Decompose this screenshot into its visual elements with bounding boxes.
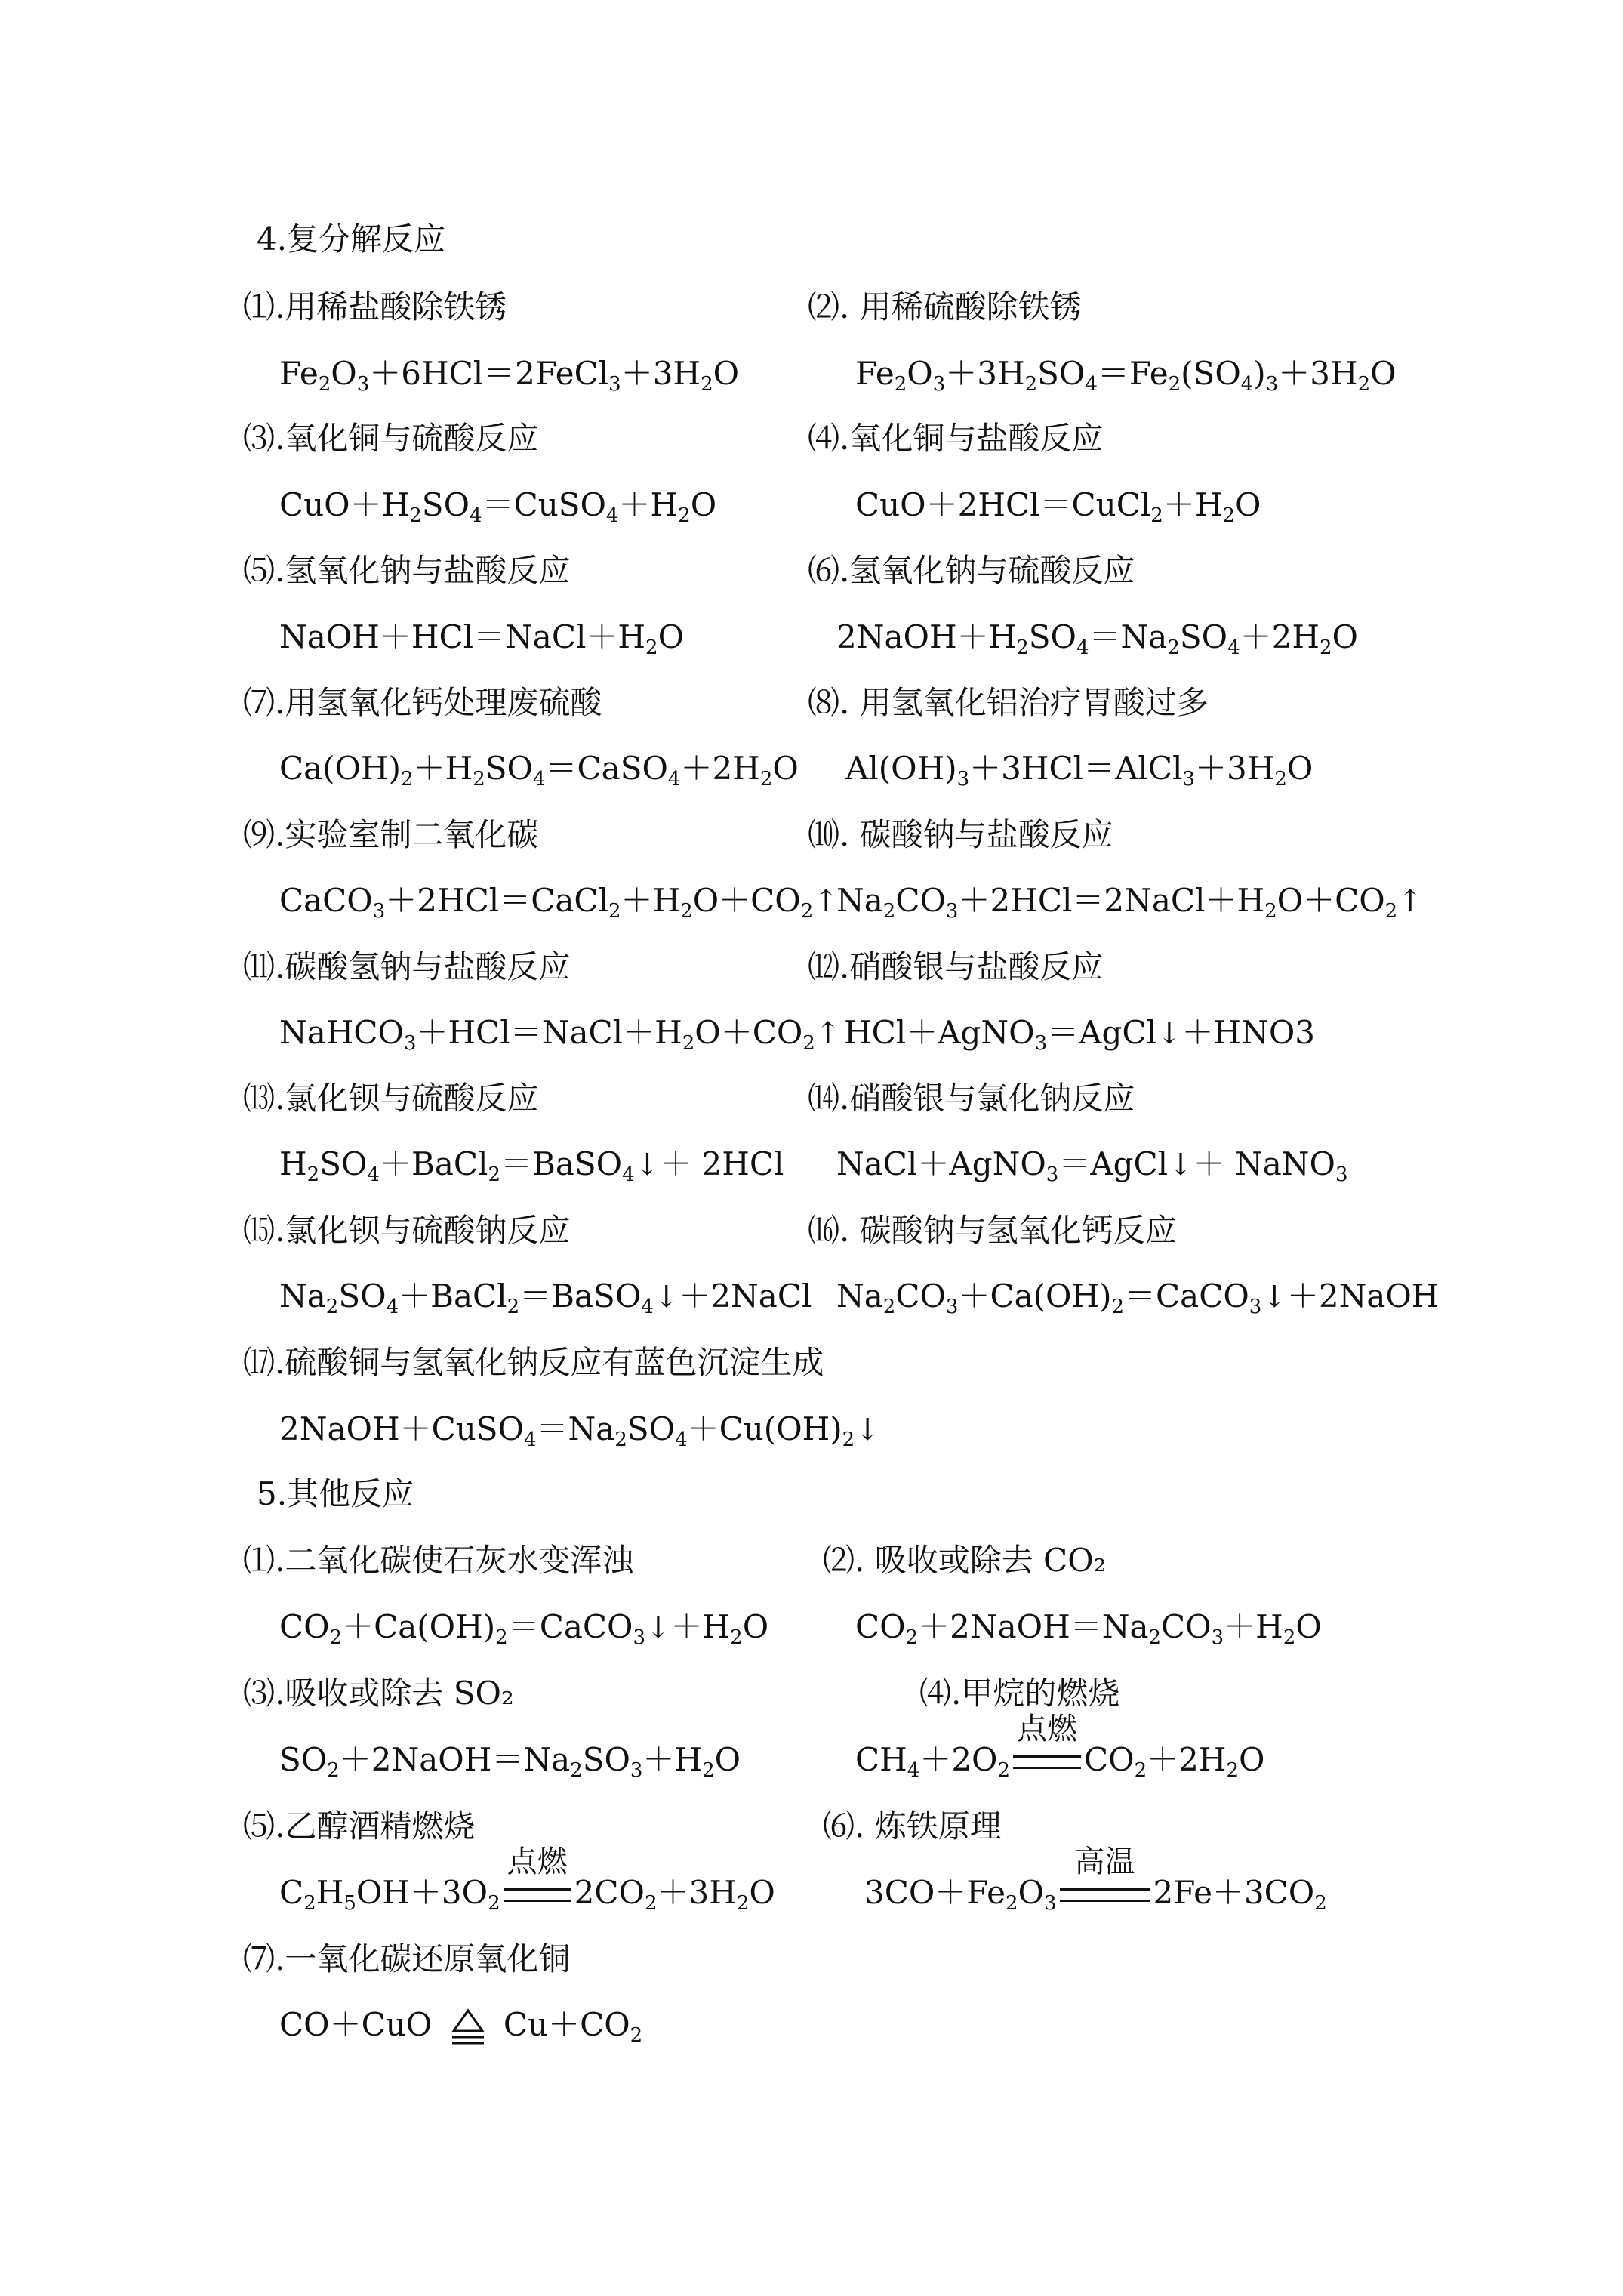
equation-4-12: HCl＋AgNO$_3$＝AgCl↓＋HNO3 (844, 1014, 1316, 1055)
reaction-label-4-16: ⒃. 碳酸钠与氢氧化钙反应 (808, 1212, 1177, 1249)
reaction-label-4-11: ⑾.碳酸氢钠与盐酸反应 (243, 948, 571, 985)
reaction-label-4-15: ⒂.氯化钡与硫酸钠反应 (243, 1212, 571, 1249)
reaction-label-4-13: ⒀.氯化钡与硫酸反应 (243, 1080, 539, 1117)
reaction-label-4-14: ⒁.硝酸银与氯化钠反应 (808, 1080, 1135, 1117)
equation-4-6: $2NaOH+H_2SO_4=Na_2SO_4+2H_2O$ (836, 618, 1358, 659)
equation-4-13: $H_2SO_4+BaCl_2=BaSO_4↓+ 2HCl$ (279, 1145, 784, 1186)
equation-4-9: $CaCO_3+2HCl=CaCl_2+H_2O+CO_2↑$ (279, 882, 839, 923)
high-temp-condition: 高温 (1057, 1877, 1153, 1909)
reaction-label-4-9: ⑼.实验室制二氧化碳 (243, 816, 539, 853)
equation-4-16: $Na_2CO_3+Ca(OH)_2=CaCO_3↓+2NaOH$ (836, 1277, 1440, 1318)
reaction-label-4-4: ⑷.氧化铜与盐酸反应 (808, 420, 1104, 457)
equation-4-5: $NaOH+HCl=NaCl+H_2O$ (279, 618, 685, 659)
equation-4-7: $Ca(OH)_2+H_2SO_4=CaSO_4+2H_2O$ (279, 750, 799, 791)
reaction-label-4-3: ⑶.氧化铜与硫酸反应 (243, 420, 539, 457)
equation-4-14: NaCl＋AgNO$_3$＝AgCl↓＋ NaNO$_3$ (836, 1145, 1348, 1186)
equation-5-2: $CO_2+2NaOH=Na_2CO_3+H_2O$ (855, 1608, 1322, 1649)
equation-4-15: $Na_2SO_4+BaCl_2=BaSO_4↓+2NaCl$ (279, 1277, 812, 1318)
reaction-label-4-1: ⑴.用稀盐酸除铁锈 (243, 288, 507, 325)
equation-5-1: $CO_2+Ca(OH)_2=CaCO_3↓+H_2O$ (279, 1608, 769, 1649)
reaction-label-4-6: ⑹.氢氧化钠与硫酸反应 (808, 552, 1135, 589)
reaction-label-4-5: ⑸.氢氧化钠与盐酸反应 (243, 552, 571, 589)
section-5-title: 5.其他反应 (257, 1475, 414, 1512)
section-4-title: 4.复分解反应 (257, 220, 446, 257)
equation-4-10: $Na_2CO_3+2HCl=2NaCl+H_2O+CO_2↑$ (836, 882, 1423, 923)
reaction-label-4-10: ⑽. 碳酸钠与盐酸反应 (808, 816, 1113, 853)
reaction-label-4-7: ⑺.用氢氧化钙处理废硫酸 (243, 684, 602, 721)
equation-4-8: $Al(OH)_3+3HCl=AlCl_3+3H_2O$ (845, 750, 1313, 791)
reaction-label-5-4: ⑷.甲烷的燃烧 (919, 1675, 1120, 1712)
reaction-label-5-1: ⑴.二氧化碳使石灰水变浑浊 (243, 1542, 634, 1579)
equation-4-11: $NaHCO_3+HCl=NaCl+H_2O+CO_2↑$ (279, 1014, 841, 1055)
equation-5-3: $SO_2+2NaOH=Na_2SO_3+H_2O$ (279, 1741, 741, 1782)
equation-5-4: $CH_4+2O_2$ 点燃 $CO_2+2H_2O$ (855, 1712, 1265, 1782)
ignite-condition: 点燃 (500, 1877, 574, 1909)
reaction-label-4-2: ⑵. 用稀硫酸除铁锈 (808, 288, 1082, 325)
reaction-label-5-5: ⑸.乙醇酒精燃烧 (243, 1808, 476, 1845)
reaction-label-4-12: ⑿.硝酸银与盐酸反应 (808, 948, 1104, 985)
equation-5-6: $3CO+Fe_2O_3$ 高温 $2Fe+3CO_2$ (864, 1845, 1327, 1915)
equation-4-2: $Fe_2O_3+3H_2SO_4=Fe_2(SO_4)_3+3H_2O$ (855, 355, 1397, 396)
equation-4-4: $CuO+2HCl=CuCl_2+H_2O$ (855, 486, 1261, 527)
reaction-label-4-17: ⒄.硫酸铜与氢氧化钠反应有蓝色沉淀生成 (243, 1344, 824, 1381)
equation-5-7: CO＋CuO $Cu+CO_2$ (279, 2006, 643, 2047)
reaction-label-5-6: ⑹. 炼铁原理 (823, 1808, 1002, 1845)
equation-4-17: $2NaOH+CuSO_4=Na_2SO_4+Cu(OH)_2↓$ (279, 1410, 880, 1451)
reaction-label-5-3: ⑶.吸收或除去 SO₂ (243, 1675, 514, 1712)
equation-4-1: $Fe_2O_3+6HCl=2FeCl_3+3H_2O$ (279, 355, 740, 396)
equation-4-3: $CuO+H_2SO_4=CuSO_4+H_2O$ (279, 486, 717, 527)
reaction-label-5-2: ⑵. 吸收或除去 CO₂ (823, 1542, 1107, 1579)
reaction-label-4-8: ⑻. 用氢氧化铝治疗胃酸过多 (808, 684, 1209, 721)
equation-5-5: $C_2H_5OH+3O_2$ 点燃 $2CO_2+3H_2O$ (279, 1845, 775, 1915)
heat-triangle-icon (450, 2008, 486, 2046)
ignite-condition: 点燃 (1010, 1744, 1084, 1776)
reaction-label-5-7: ⑺.一氧化碳还原氧化铜 (243, 1940, 571, 1977)
